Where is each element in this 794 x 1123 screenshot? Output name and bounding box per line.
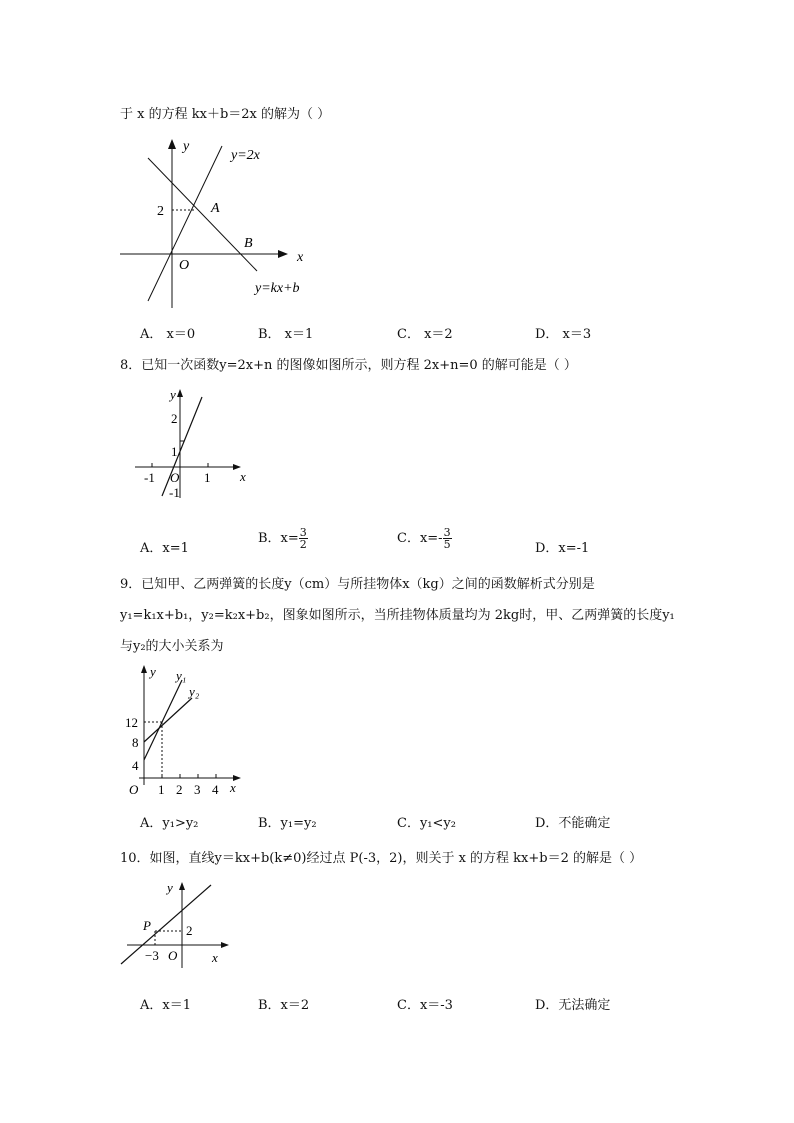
q7-option-b[interactable]: B． x＝1 [258,327,314,342]
x-axis-label: x [212,950,218,965]
q9-option-c[interactable]: C．y₁<y₂ [397,816,456,831]
q9-option-d[interactable]: D．不能确定 [535,816,611,831]
y-axis-label: y [167,880,173,895]
q9-option-b[interactable]: B．y₁=y₂ [258,816,317,831]
q9-stem-line1: 9．已知甲、乙两弹簧的长度y（cm）与所挂物体x（kg）之间的函数解析式分别是 [120,577,595,592]
tick-2: 2 [157,204,164,219]
tick-x-neg3: −3 [145,948,159,963]
q7-graph [115,130,340,310]
tick-y-neg1: -1 [169,485,180,500]
line2-label: y=kx+b [255,281,300,296]
line-y-2x-n [162,397,202,496]
origin-label: O [168,948,178,963]
q7-stem: 于 x 的方程 kx＋b＝2x 的解为（ ） [120,107,331,122]
q10-graph [115,878,240,973]
tick-x-1: 1 [204,470,211,485]
tick-y-2: 2 [171,411,178,426]
q8-option-a[interactable]: A．x=1 [140,541,189,556]
line-y-kxb [121,885,211,964]
q9-stem-line3: 与y₂的大小关系为 [120,639,224,654]
series-y2-label: y₂ [189,684,200,699]
x-axis-label: x [297,250,304,265]
q8-option-d[interactable]: D．x=-1 [535,541,590,556]
tick-x-2: 2 [176,782,183,797]
q9-graph [125,660,255,800]
q7-option-a[interactable]: A． x＝0 [140,327,196,342]
tick-y-4: 4 [132,758,139,773]
q10-option-a[interactable]: A．x＝1 [140,998,191,1013]
series-y1-label: y₁ [176,668,187,683]
line-y2 [144,698,192,742]
q8-option-c[interactable] [397,527,452,550]
point-a-label: A [211,201,220,216]
y-axis-label: y [150,664,156,679]
point-p-label: P [143,918,151,933]
q7-option-c[interactable]: C． x＝2 [397,327,453,342]
tick-y-2: 2 [186,923,193,938]
q8-option-b[interactable] [258,527,308,550]
tick-x-3: 3 [194,782,201,797]
q9-option-a[interactable]: A．y₁>y₂ [140,816,199,831]
tick-x-4: 4 [212,782,219,797]
q7-option-d[interactable]: D． x＝3 [535,327,592,342]
q8-option-c-prefix: C．x=- [397,531,443,546]
point-b-label: B [244,236,253,251]
tick-x-1: 1 [158,782,165,797]
q10-option-b[interactable]: B．x＝2 [258,998,310,1013]
q10-option-c[interactable]: C．x＝-3 [397,998,453,1013]
q8-stem: 8．已知一次函数y=2x+n 的图像如图所示，则方程 2x+n=0 的解可能是（ ） [120,358,577,373]
line1-label: y=2x [231,148,260,163]
origin-label: O [129,782,139,797]
q10-option-d[interactable]: D．无法确定 [535,998,611,1013]
tick-y-8: 8 [132,735,139,750]
y-axis-label: y [170,387,176,402]
fraction: $\frac{3}{2}$ [299,526,307,551]
origin-label: O [179,258,190,273]
x-axis-label: x [230,780,236,795]
q10-stem: 10．如图，直线y＝kx+b(k≠0)经过点 P(-3，2)，则关于 x 的方程 kx+b＝2 的解是（ ） [120,851,643,866]
fraction: $\frac{3}{5}$ [443,526,451,551]
y-axis-label: y [183,139,190,154]
x-axis-label: x [240,469,246,484]
tick-y-12: 12 [125,715,138,730]
q8-option-b-prefix: B．x= [258,531,299,546]
line-y1 [144,680,182,760]
origin-label: O [170,470,180,485]
q9-stem-line2: y₁=k₁x+b₁，y₂=k₂x+b₂，图象如图所示，当所挂物体质量均为 2kg时，甲、乙两弹簧的长度y₁ [120,608,675,623]
tick-x-neg1: -1 [144,470,155,485]
q8-graph [130,385,260,505]
tick-y-1: 1 [171,444,178,459]
